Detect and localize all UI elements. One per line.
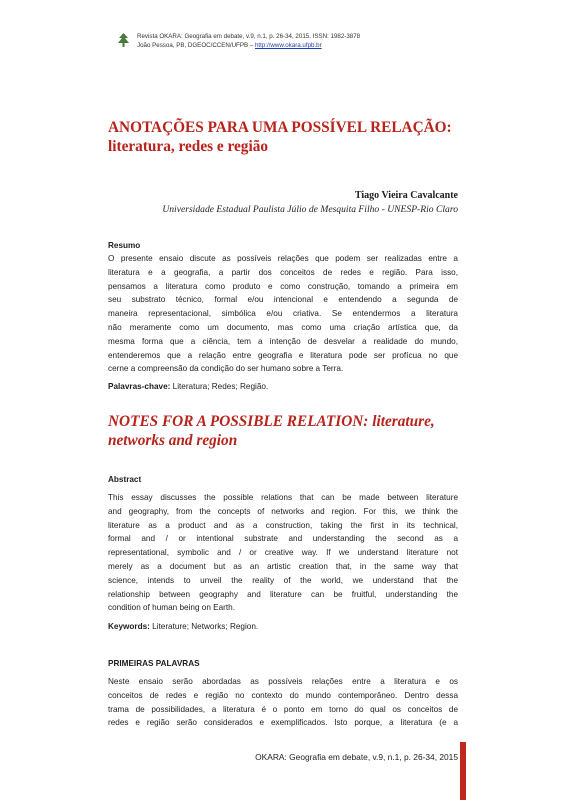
keywords-label: Keywords: <box>108 622 150 631</box>
resumo-line: mesma forma que a ciência, tem a intenção de desvelar a realidade do mundo, <box>108 336 458 346</box>
resumo-line: cerne a compreensão da condição do ser humano sobre a Terra. <box>108 364 344 374</box>
primeiras-palavras-body <box>108 675 458 730</box>
abstract-line: condition of human being on Earth. <box>108 603 235 613</box>
resumo-line: O presente ensaio discute as possíveis relações que podem ser realizadas entre a <box>108 254 458 263</box>
abstract-line: and geography, from the concepts of networks and region. For this, we think the <box>108 506 458 516</box>
abstract-heading: Abstract <box>108 475 142 484</box>
title-en-line1: NOTES FOR A POSSIBLE RELATION: literature, <box>108 413 435 430</box>
title-pt-line2: literatura, redes e região <box>108 138 268 155</box>
abstract-line: representational, symbolic and / or creative way. If we understand literature not <box>108 548 458 558</box>
title-pt-line1: ANOTAÇÕES PARA UMA POSSÍVEL RELAÇÃO: <box>108 119 452 136</box>
journal-location: João Pessoa, PB, DGEOC/CCEN/UFPB – <box>137 42 255 49</box>
journal-url-link[interactable]: http://www.okara.ufpb.br <box>254 42 322 49</box>
page-footer: OKARA: Geografia em debate, v.9, n.1, p. 26-34, 2015 <box>255 752 458 762</box>
resumo-heading: Resumo <box>108 241 141 250</box>
okara-logo-icon <box>117 32 130 48</box>
resumo-line: pensamos a literatura como produto e como construção, tomando a primeira em <box>108 281 458 291</box>
resumo-line: maneira representacional, simbólica e/ou criativa. Se entendermos a literatura <box>108 309 458 319</box>
resumo-body <box>108 252 458 376</box>
resumo-line: seu substrato técnico, formal e/ou intencional e entendendo a segunda de <box>108 295 458 305</box>
abstract-line: merely as a document but as an artistic creation that, in the same way that <box>108 561 458 571</box>
journal-header-line1: Revista OKARA: Geografia em debate, v.9, n.1, p. 26-34, 2015. ISSN: 1982-3878 <box>137 33 361 40</box>
title-en-line2: networks and region <box>108 432 238 449</box>
abstract-line: literature as a product and as a construction, taking the first in its technical, <box>108 520 458 530</box>
author-name: Tiago Vieira Cavalcante <box>354 190 458 201</box>
journal-header-line2 <box>137 42 322 49</box>
palavras-chave <box>108 382 268 391</box>
keywords <box>108 622 258 631</box>
abstract-line: This essay discusses the possible relations that can be made between literature <box>108 493 458 502</box>
keywords-value: Literature; Networks; Region. <box>149 622 259 631</box>
abstract-line: science, intends to unveil the reality of the world, we understand that the <box>108 575 458 585</box>
resumo-line: literatura e a geografia, a partir dos conceitos de redes e região. Para isso, <box>108 267 458 277</box>
footer-accent-bar <box>460 742 466 800</box>
abstract-body <box>108 491 458 615</box>
primeiras-palavras-heading: PRIMEIRAS PALAVRAS <box>108 659 200 668</box>
palavras-chave-label: Palavras-chave: <box>108 382 171 391</box>
paper-title-pt <box>108 118 488 156</box>
resumo-line: não meramente como um documento, mas como uma criação artística que, da <box>108 322 458 332</box>
abstract-line: relationship between geography and literature can be fruitful, understanding the <box>108 589 458 599</box>
body-line: Neste ensaio serão abordadas as possíveis relações entre a literatura e os <box>108 677 458 686</box>
body-line: conceitos de redes e região no contexto do mundo contemporâneo. Dentro dessa <box>108 690 458 700</box>
body-line: trama de possibilidades, a literatura é o ponto em torno do qual os conceitos de <box>108 704 458 714</box>
abstract-line: formal and / or intentional substrate and understanding the second as a <box>108 534 458 544</box>
author-affiliation: Universidade Estadual Paulista Júlio de Mesquita Filho - UNESP-Rio Claro <box>162 204 458 215</box>
body-line: redes e região serão considerados e exemplificados. Isto porque, a literatura (e a <box>108 718 458 728</box>
paper-title-en <box>108 412 468 450</box>
palavras-chave-value: Literatura; Redes; Região. <box>170 382 269 391</box>
resumo-line: entenderemos que a relação entre geografia e literatura pode ser profícua no que <box>108 350 458 360</box>
